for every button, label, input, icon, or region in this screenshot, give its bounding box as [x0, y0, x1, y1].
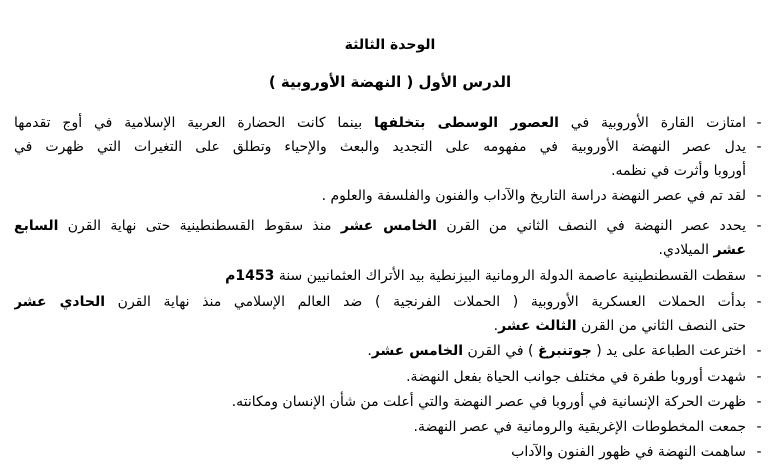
bullet-line: جمعت المخطوطات الإغريقية والرومانية في عصر النهضة. — [413, 419, 746, 435]
bullet-line: ظهرت الحركة الإنسانية في أوروبا في عصر النهضة والتي أعلت من شأن الإنسان ومكانته. — [231, 394, 746, 410]
bullet-line: لقد تم في عصر النهضة دراسة التاريخ والآداب والفنون والفلسفة والعلوم . — [321, 188, 746, 204]
list-item — [14, 366, 766, 388]
bullet-line: أوروبا وأثرت في نظمه. — [611, 163, 746, 179]
list-item — [14, 391, 766, 413]
list-item — [14, 265, 766, 287]
bullet-line: ساهمت النهضة في ظهور الفنون والآداب — [511, 444, 746, 460]
bullet-line: شهدت أوروبا طفرة في مختلف جوانب الحياة بفعل النهضة. — [406, 369, 746, 385]
list-item — [14, 291, 766, 337]
bullet-line: حتى النصف الثاني من القرن الثالث عشر. — [493, 318, 746, 334]
bullet-line: عشر الميلادي. — [658, 242, 746, 258]
list-item — [14, 340, 766, 362]
bullet-line: بدأت الحملات العسكرية الأوروبية ( الحملات الفرنجية ) ضد العالم الإسلامي منذ نهاية القرن الحادي عشر — [14, 294, 746, 310]
bullet-line: امتازت القارة الأوروبية في العصور الوسطى بتخلفها بينما كانت الحضارة العربية الإسلامية في أوج تقدمها — [14, 115, 746, 131]
bullet-line: يدل عصر النهضة الأوروبية في مفهومه على التجديد والبعث والإحياء وتطلق على التغيرات التي ظهرت في — [14, 139, 746, 155]
bullet-marker: - — [756, 394, 762, 410]
bullet-marker: - — [756, 444, 762, 460]
bullet-marker: - — [756, 139, 762, 155]
bullet-marker: - — [756, 218, 762, 234]
bullet-marker: - — [756, 115, 762, 131]
bullet-line: سقطت القسطنطينية عاصمة الدولة الرومانية البيزنطية بيد الأتراك العثمانيين سنة 1453م — [225, 268, 746, 284]
unit-title: الوحدة الثالثة — [344, 37, 436, 53]
bullet-line: يحدد عصر النهضة في النصف الثاني من القرن الخامس عشر منذ سقوط القسطنطينية حتى نهاية القرن السابع — [14, 218, 746, 234]
bullet-marker: - — [756, 369, 762, 385]
list-item — [14, 416, 766, 438]
lesson-title: الدرس الأول ( النهضة الأوروبية ) — [268, 73, 512, 91]
list-item — [14, 112, 766, 134]
bullet-line: اخترعت الطباعة على يد ( جوتنبرغ ) في القرن الخامس عشر. — [367, 343, 746, 359]
bullet-list — [14, 112, 766, 467]
bullet-marker: - — [756, 268, 762, 284]
list-item — [14, 441, 766, 463]
list-item — [14, 136, 766, 182]
bullet-marker: - — [756, 343, 762, 359]
bullet-marker: - — [756, 419, 762, 435]
list-item — [14, 185, 766, 207]
bullet-marker: - — [756, 188, 762, 204]
list-item — [14, 215, 766, 261]
bullet-marker: - — [756, 294, 762, 310]
